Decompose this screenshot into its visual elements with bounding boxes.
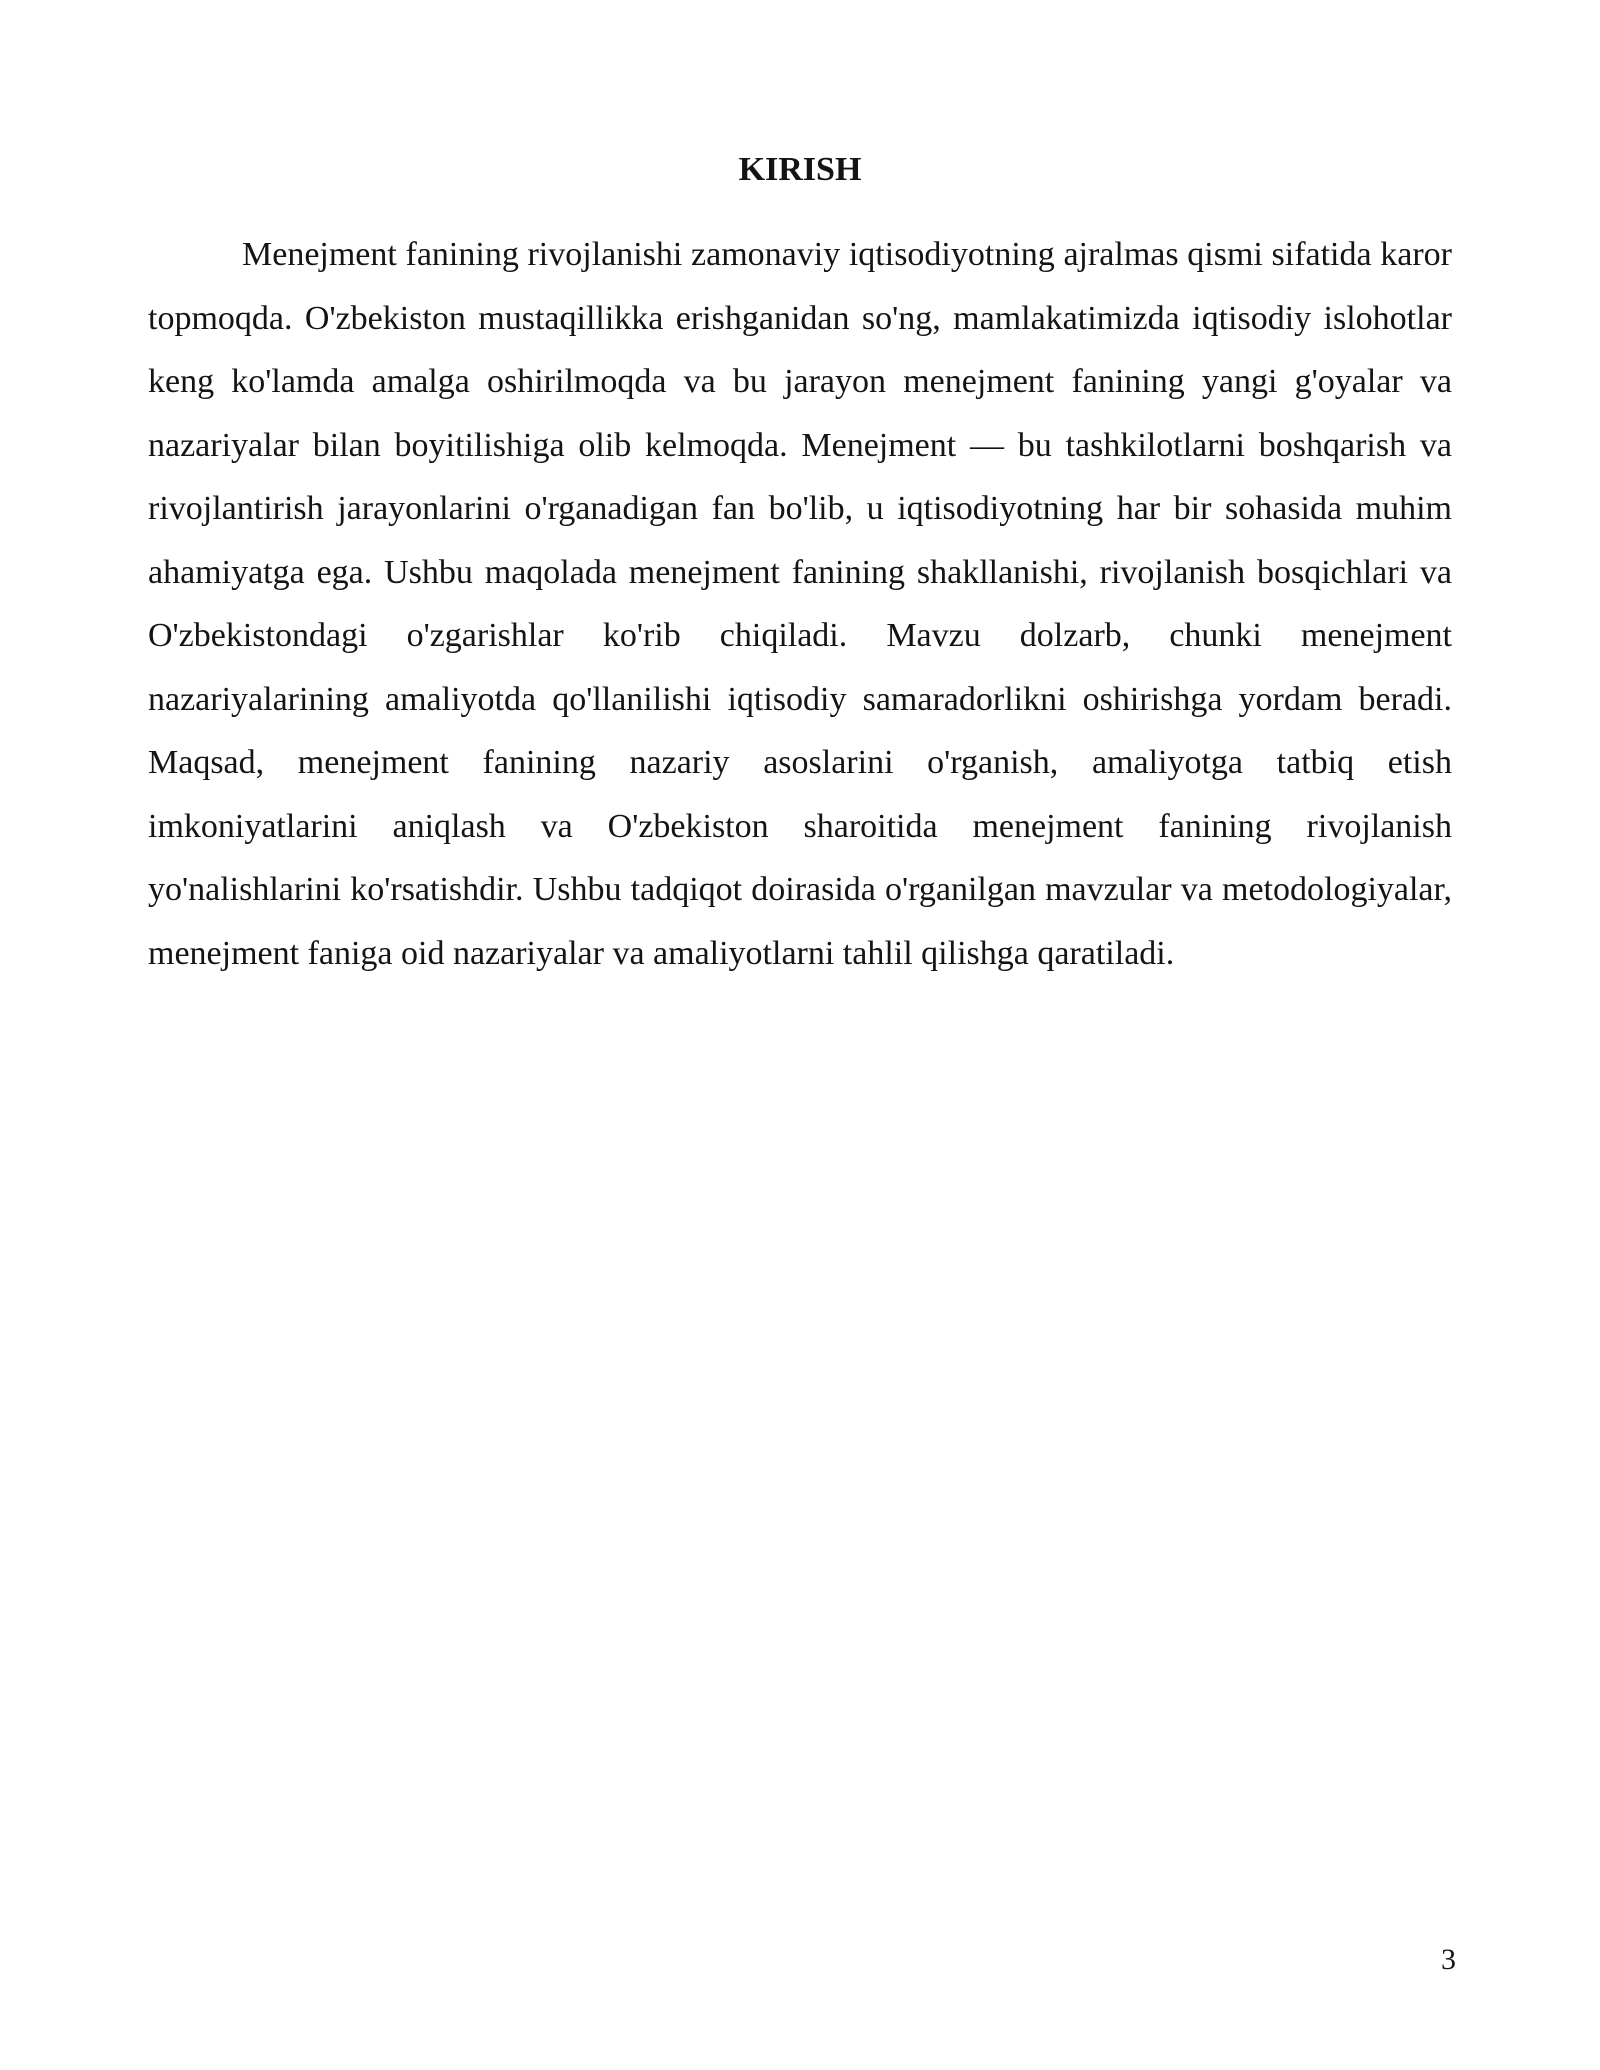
section-heading: KIRISH [738, 151, 862, 188]
page-number: 3 [1441, 1943, 1456, 1976]
body-paragraph: Menejment fanining rivojlanishi zamonaviy iqtisodiyotning ajralmas qismi sifatida karor topmoqda. O'zbekiston mustaqillikka erishganidan so'ng, mamlakatimizda iqtisodiy islohotlar keng ko'lamda amalga oshirilmoqda va bu jarayon menejment fanining yangi g'oyalar va nazariyalar bilan boyitilishiga olib kelmoqda. Menejment — bu tashkilotlarni boshqarish va rivojlantirish jarayonlarini o'rganadigan fan bo'lib, u iqtisodiyotning har bir sohasida muhim ahamiyatga ega. Ushbu maqolada menejment fanining shakllanishi, rivojlanish bosqichlari va O'zbekistondagi o'zgarishlar ko'rib chiqiladi. Mavzu dolzarb, chunki menejment nazariyalarining amaliyotda qo'llanilishi iqtisodiy samaradorlikni oshirishga yordam beradi. Maqsad, menejment fanining nazariy asoslarini o'rganish, amaliyotga tatbiq etish imkoniyatlarini aniqlash va O'zbekiston sharoitida menejment fanining rivojlanish yo'nalishlarini ko'rsatishdir. Ushbu tadqiqot doirasida o'rganilgan mavzular va metodologiyalar, menejment faniga oid nazariyalar va amaliyotlarni tahlil qilishga qaratiladi. [148, 236, 1452, 972]
